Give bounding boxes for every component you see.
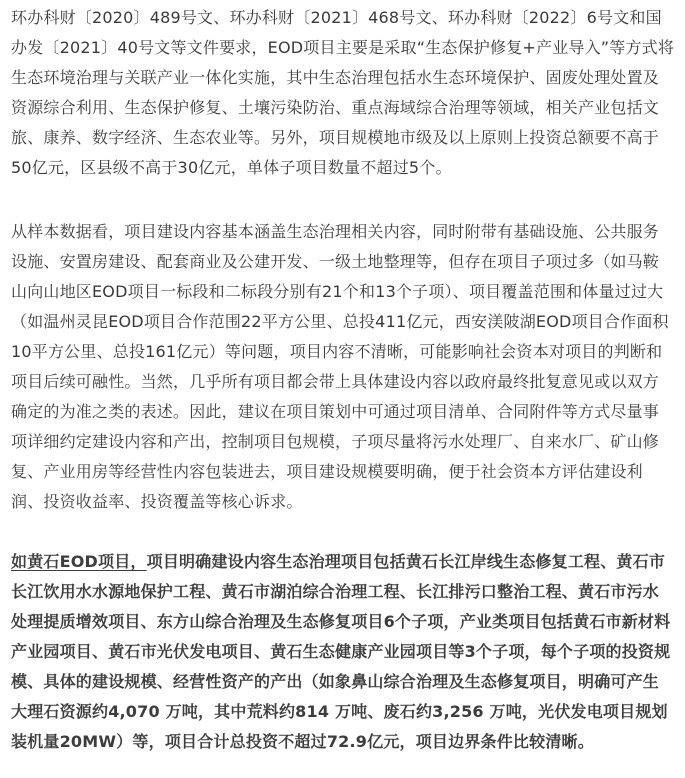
paragraph-sample-analysis: 从样本数据看，项目建设内容基本涵盖生态治理相关内容，同时附带有基础设施、公共服务设施、安置房建设、配套商业及公建开发、一级土地整理等，但存在项目子项过多（如马鞍山向山地区EOD项目一标段和二标段分别有21个和13个子项）、项目覆盖范围和体量过过大（如温州灵昆EOD项目合作范围22平方公里、总投411亿元，西安渼陂湖EOD项目合作面积10平方公里、总投161亿元）等问题，项目内容不清晰，可能影响社会资本对项目的判断和项目后续可融性。当然，几乎所有项目都会带上具体建设内容以政府最终批复意见或以双方确定的为准之类的表述。因此，建议在项目策划中可通过项目清单、合同附件等方式尽量事项详细约定建设内容和产出，控制项目包规模，子项尽量将污水处理厂、自来水厂、矿山修复、产业用房等经营性内容包装进去，项目建设规模要明确，便于社会资本方评估建设利润、投资收益率、投资覆盖等核心诉求。 xyxy=(11,222,669,511)
huangshi-example-lead: 如黄石EOD项目， xyxy=(11,552,147,571)
huangshi-example-body: 项目明确建设内容生态治理项目包括黄石长江岸线生态修复工程、黄石市长江饮用水水源地保护工程、黄石市湖泊综合治理工程、长江排污口整治工程、黄石市污水处理提质增效项目、东方山综合治理及生态修复项目6个子项，产业类项目包括黄石市新材料产业园项目、黄石市光伏发电项目、黄石生态健康产业园项目等3个子项，每个子项的投资规模、具体的建设规模、经营性资产的产出（如象鼻山综合治理及生态修复项目，明确可产生大理石资源约4,070 万吨，其中荒料约814 万吨、废石约3,256 万吨，光伏发电项目规划装机量20MW）等，项目合计总投资不超过72.9亿元，项目边界条件比较清晰。 xyxy=(11,552,671,751)
paragraph-huangshi-example xyxy=(11,547,675,757)
paragraph-policy-requirements: 环办科财〔2020〕489号文、环办科财〔2021〕468号文、环办科财〔2022〕6号文和国办发〔2021〕40号文等文件要求，EOD项目主要是采取“生态保护修复+产业导入”等方式将生态环境治理与关联产业一体化实施，其中生态治理包括水生态环境保护、固废处理处置及资源综合利用、生态保护修复、土壤污染防治、重点海域综合治理等领域，相关产业包括文旅、康养、数字经济、生态农业等。另外，项目规模地市级及以上原则上投资总额要不高于50亿元，区县级不高于30亿元，单体子项目数量不超过5个。 xyxy=(11,8,675,177)
